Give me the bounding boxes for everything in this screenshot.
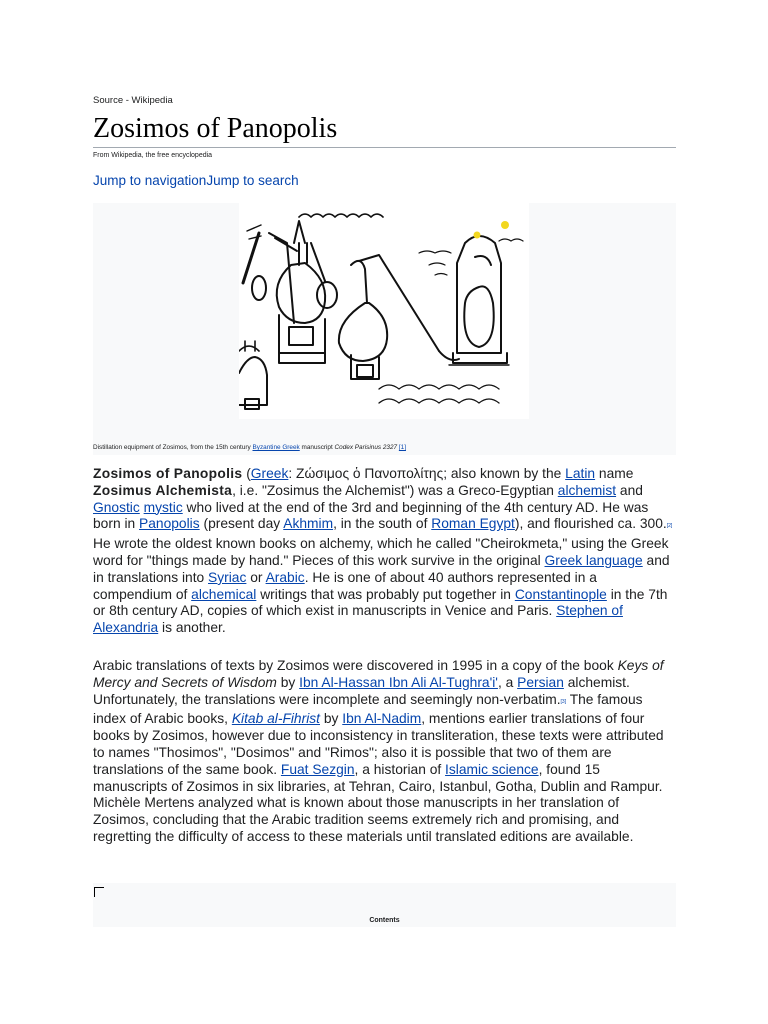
fuat-sezgin-link[interactable]: Fuat Sezgin xyxy=(280,761,355,777)
latin-link[interactable]: Latin xyxy=(565,466,596,481)
jump-to-navigation-link[interactable]: Jump to navigation xyxy=(93,173,207,188)
figure-box xyxy=(93,203,676,455)
ref-3-link[interactable]: [3] xyxy=(560,698,567,705)
roman-egypt-link[interactable]: Roman Egypt xyxy=(431,516,515,532)
intro-paragraph: Zosimos of Panopolis (Greek: Ζώσιμος ὁ Πανοπολίτης; also known by the Latin name Zosimus Alchemista, i.e. "Zosimus the Alchemist") was a Greco-Egyptian alchemist and Gnostic mystic who lived at the end of the 3rd and beginning of the 4th century AD. He was born in Panopolis (present day Akhmim, in the south of Roman Egypt), and flourished ca. 300.[2] He wrote the oldest known books on alchemy, which he called "Cheirokmeta," using the Greek word for "things made by hand." Pieces of this work survive in the original Greek language and in translations into Syriac or Arabic. He is one of about 40 authors represented in a compendium of alchemical writings that was probably put together in Constantinople in the 7th or 8th century AD, copies of which exist in manuscripts in Venice and Paris. Stephen of Alexandria is another. xyxy=(93,466,673,636)
mystic-link[interactable]: mystic xyxy=(143,499,183,515)
greek-language-link[interactable]: Greek language xyxy=(544,552,643,568)
site-tagline: From Wikipedia, the free encyclopedia xyxy=(93,152,213,159)
alchemist-link[interactable]: alchemist xyxy=(557,482,617,498)
panopolis-link[interactable]: Panopolis xyxy=(139,516,200,532)
ref-2-link[interactable]: [2] xyxy=(666,523,673,530)
persian-link[interactable]: Persian xyxy=(517,674,564,690)
page-title: Zosimos of Panopolis xyxy=(93,112,676,148)
figure-caption: Distillation equipment of Zosimos, from the 15th century Byzantine Greek manuscript Codex Parisinus 2327 [1] xyxy=(93,444,406,451)
alchemical-link[interactable]: alchemical xyxy=(191,586,257,602)
ref-1-link[interactable]: [1] xyxy=(398,444,406,451)
islamic-science-link[interactable]: Islamic science xyxy=(445,761,539,777)
jump-links xyxy=(93,173,299,188)
syriac-link[interactable]: Syriac xyxy=(208,569,247,585)
source-line: Source - Wikipedia xyxy=(93,95,173,106)
table-of-contents xyxy=(93,883,676,927)
toc-toggle-checkbox[interactable] xyxy=(94,887,104,897)
al-tughrai-link[interactable]: Ibn Al-Hassan Ibn Ali Al-Tughra'i' xyxy=(299,674,498,690)
gnostic-link[interactable]: Gnostic xyxy=(93,499,140,515)
toc-title: Contents xyxy=(369,917,400,924)
byzantine-greek-link[interactable]: Byzantine Greek xyxy=(252,444,300,451)
ibn-al-nadim-link[interactable]: Ibn Al-Nadim xyxy=(342,711,422,727)
arabic-translations-paragraph: Arabic translations of texts by Zosimos were discovered in 1995 in a copy of the book Keys of Mercy and Secrets of Wisdom by Ibn Al-Hassan Ibn Ali Al-Tughra'i', a Persian alchemist. Unfortunately, the translations were incomplete and seemingly non-verbatim.[3] The famous index of Arabic books, Kitab al-Fihrist by Ibn Al-Nadim, mentions earlier translations of four books by Zosimos, however due to inconsistency in transliteration, these texts were attributed to names "Thosimos", "Dosimos" and "Rimos"; also it is possible that two of them are translations of the same book. Fuat Sezgin, a historian of Islamic science, found 15 manuscripts of Zosimos in six libraries, at Tehran, Cairo, Istanbul, Gotha, Dublin and Rampur. Michèle Mertens analyzed what is known about those manuscripts in her translation of Zosimos, concluding that the Arabic tradition seems extremely rich and promising, and regretting the difficulty of access to these materials until translated editions are available. xyxy=(93,658,664,844)
greek-link[interactable]: Greek xyxy=(250,466,289,481)
stephen-of-alexandria-link[interactable]: Stephen of Alexandria xyxy=(93,603,623,636)
akhmim-link[interactable]: Akhmim xyxy=(283,516,334,532)
distillation-drawing xyxy=(239,203,529,419)
arabic-link[interactable]: Arabic xyxy=(265,569,305,585)
kitab-al-fihrist-link[interactable]: Kitab al-Fihrist xyxy=(231,711,320,727)
constantinople-link[interactable]: Constantinople xyxy=(514,586,607,602)
jump-to-search-link[interactable]: Jump to search xyxy=(206,173,299,188)
distillation-apparatus-image[interactable] xyxy=(239,203,529,419)
